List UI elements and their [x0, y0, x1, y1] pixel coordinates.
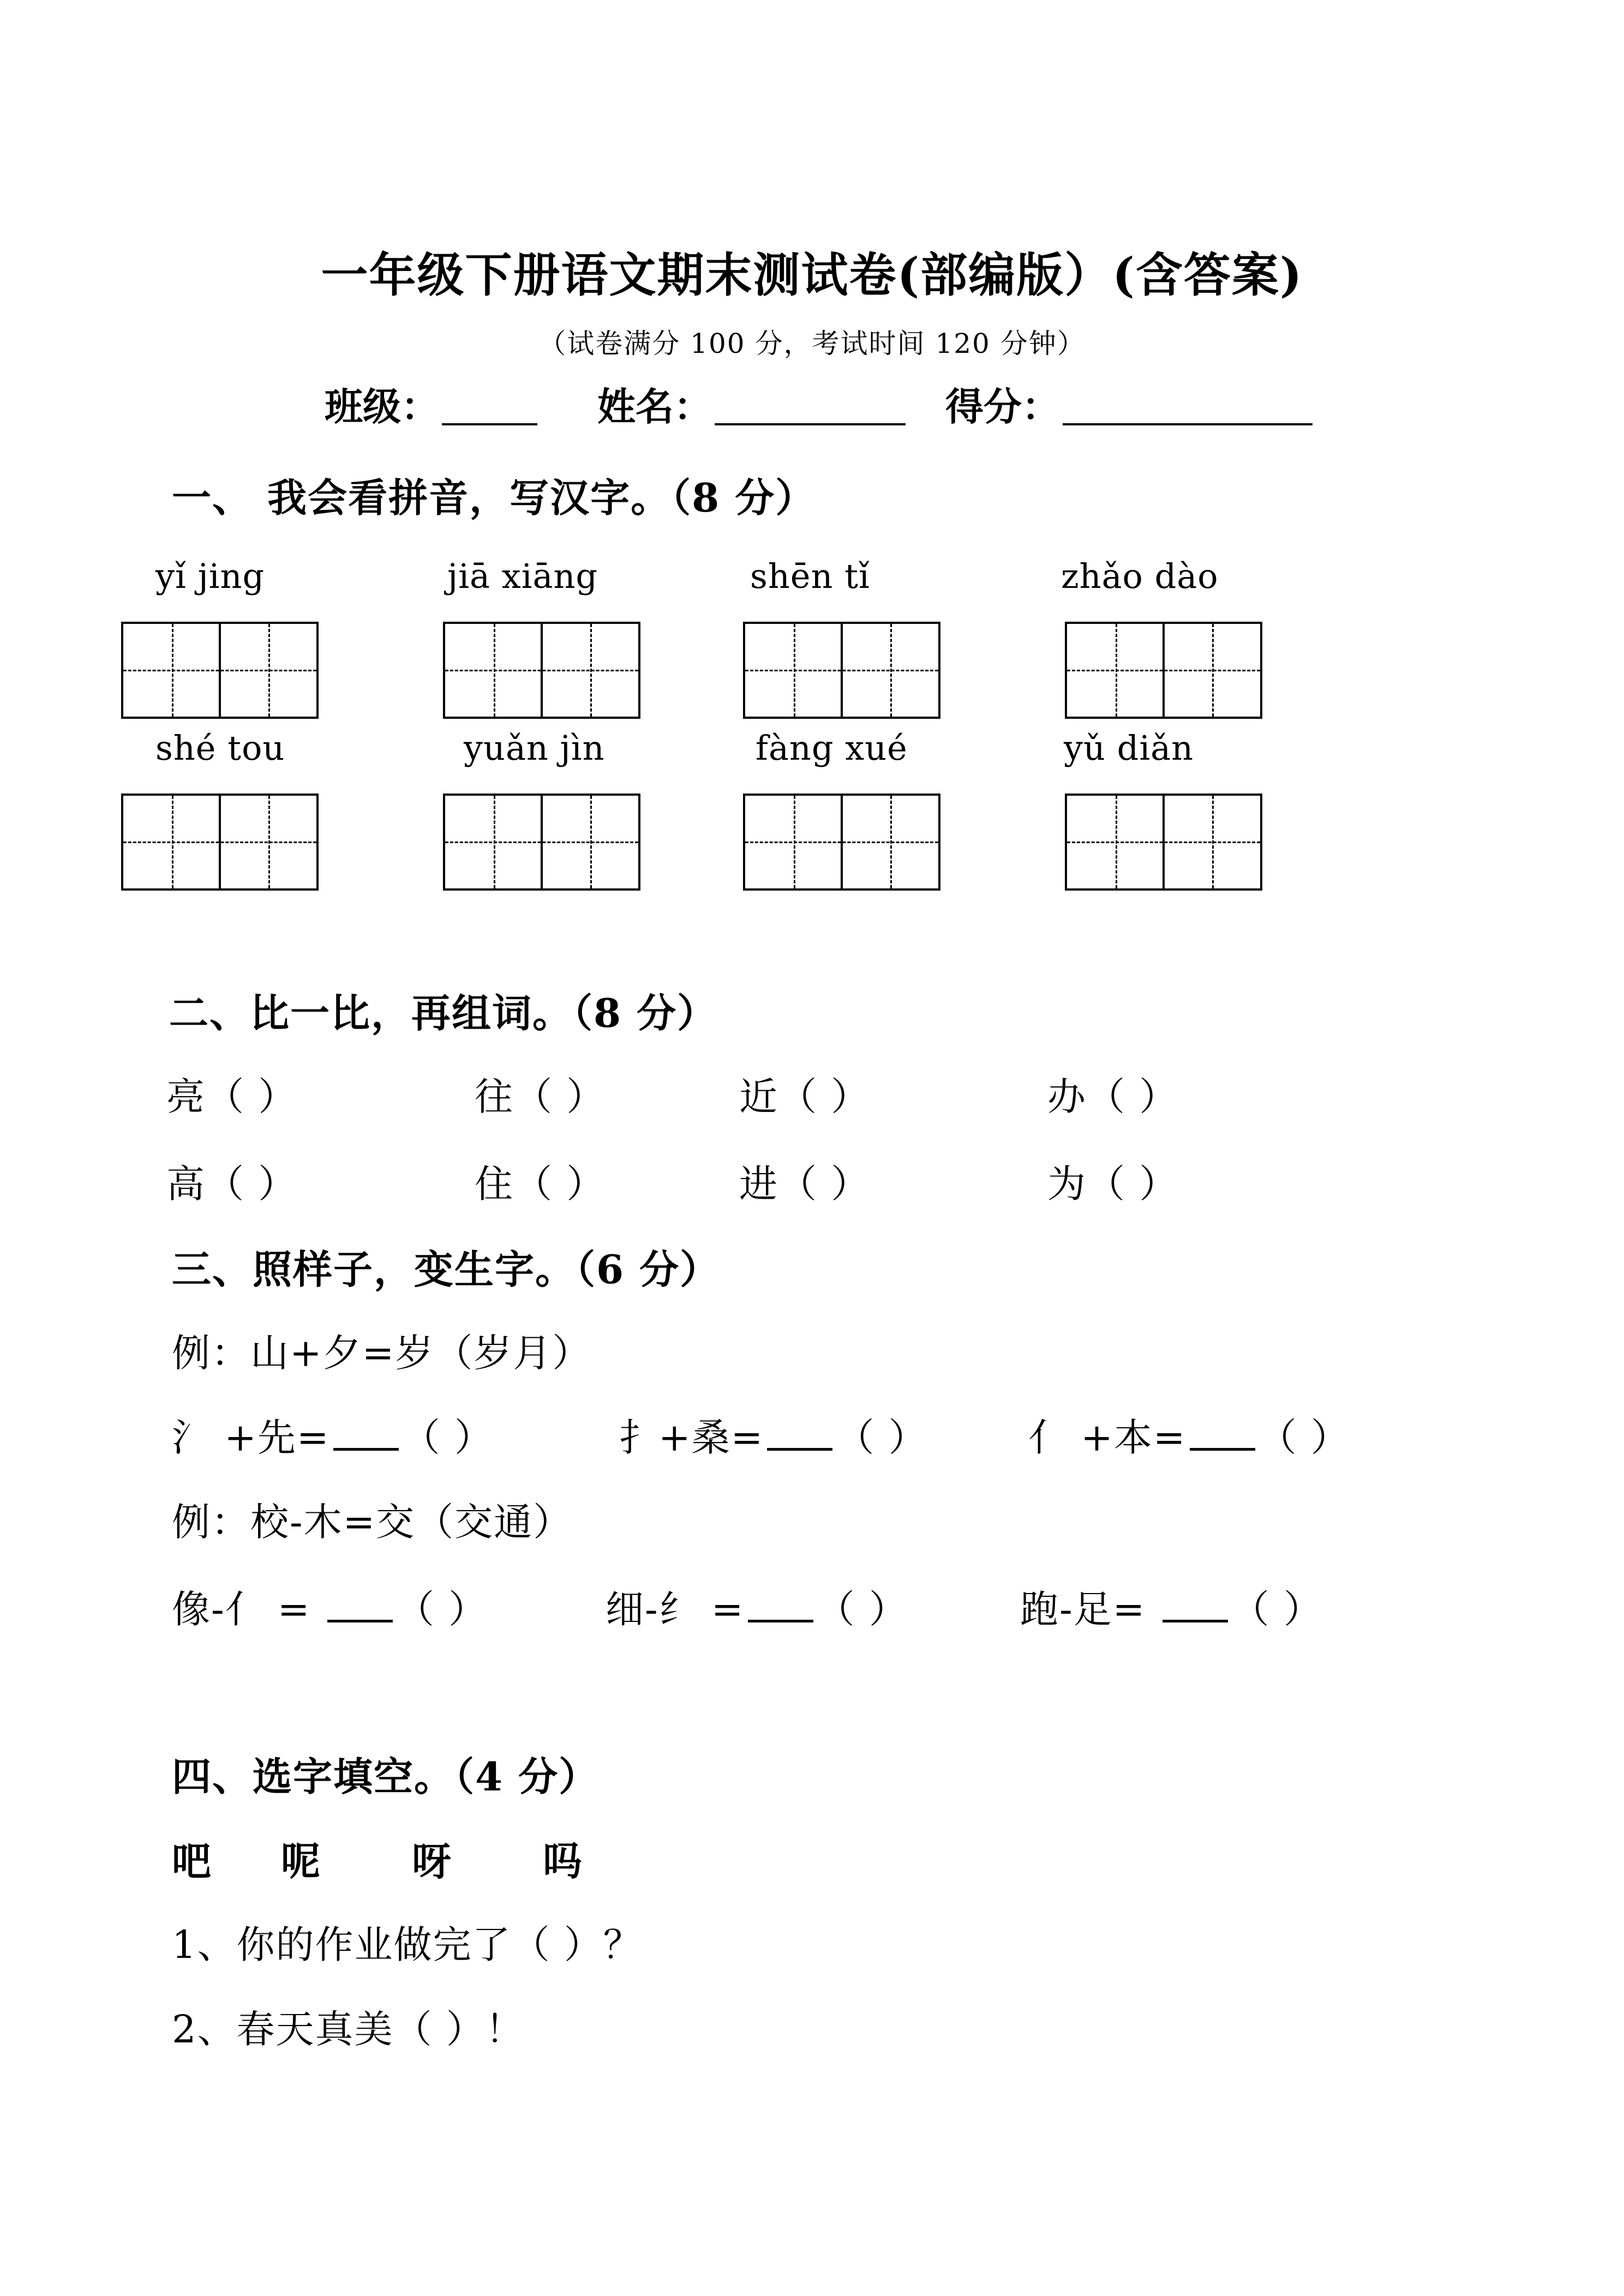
score-label: 得分：	[945, 384, 1060, 429]
word-choice: 吗	[543, 1838, 584, 1884]
writing-grid[interactable]	[443, 622, 640, 719]
compare-item[interactable]: 往（ ）	[475, 1074, 606, 1119]
name-label: 姓名：	[597, 384, 712, 429]
character-exercise[interactable]	[172, 1407, 494, 1462]
answer-blank[interactable]	[767, 1415, 832, 1451]
exercise-prefix: 细-纟 =	[606, 1587, 745, 1632]
pinyin-label: shé tou	[155, 728, 285, 768]
writing-grid[interactable]	[1065, 622, 1262, 719]
pinyin-label: jiā xiāng	[447, 556, 598, 596]
compare-item[interactable]: 办（ ）	[1047, 1074, 1179, 1119]
exercise-prefix: 像-亻 =	[172, 1587, 324, 1632]
answer-blank[interactable]	[1190, 1415, 1255, 1451]
pinyin-label: zhǎo dào	[1061, 556, 1219, 596]
answer-paren[interactable]: （ ）	[1258, 1415, 1350, 1460]
pinyin-label: yuǎn jìn	[464, 728, 605, 768]
character-exercise[interactable]	[606, 1579, 908, 1634]
character-exercise[interactable]	[1028, 1407, 1350, 1462]
compare-item[interactable]: 住（ ）	[475, 1162, 606, 1206]
answer-paren[interactable]: （ ）	[401, 1415, 494, 1460]
name-blank[interactable]	[715, 423, 906, 425]
pinyin-label: fàng xué	[756, 728, 908, 768]
writing-grid[interactable]	[443, 794, 640, 891]
character-exercise[interactable]	[619, 1407, 928, 1462]
compare-item[interactable]: 进（ ）	[739, 1162, 871, 1206]
compare-item[interactable]: 为（ ）	[1047, 1162, 1179, 1206]
writing-grid[interactable]	[743, 622, 940, 719]
example-line: 例：校-木=交（交通）	[172, 1500, 573, 1544]
pinyin-label: shēn tǐ	[750, 556, 870, 596]
section3-heading: 三、照样子，变生字。（6 分）	[172, 1246, 721, 1293]
answer-blank[interactable]	[748, 1587, 813, 1622]
score-blank[interactable]	[1063, 423, 1313, 425]
compare-item[interactable]: 亮（ ）	[166, 1074, 298, 1119]
word-choice: 呢	[281, 1838, 322, 1884]
fill-question[interactable]: 2、春天真美（ ）！	[172, 2007, 525, 2052]
page-title: 一年级下册语文期末测试卷(部编版）(含答案)	[321, 248, 1303, 303]
section1-heading: 一、 我会看拼音，写汉字。（8 分）	[172, 474, 816, 521]
section4-heading: 四、选字填空。（4 分）	[172, 1753, 600, 1800]
word-choice: 呀	[412, 1838, 453, 1884]
answer-paren[interactable]: （ ）	[816, 1587, 908, 1632]
fill-question[interactable]: 1、你的作业做完了（ ）？	[172, 1922, 643, 1967]
class-label: 班级：	[325, 384, 439, 429]
answer-paren[interactable]: （ ）	[395, 1587, 488, 1632]
word-choice: 吧	[172, 1838, 213, 1884]
class-blank[interactable]	[442, 423, 537, 425]
exercise-prefix: 跑-足=	[1020, 1587, 1159, 1632]
pinyin-label: yǔ diǎn	[1064, 728, 1194, 768]
writing-grid[interactable]	[121, 794, 319, 891]
character-exercise[interactable]	[1020, 1579, 1323, 1634]
compare-item[interactable]: 高（ ）	[166, 1162, 298, 1206]
exercise-prefix: 亻 +本=	[1028, 1415, 1186, 1460]
writing-grid[interactable]	[1065, 794, 1262, 891]
answer-paren[interactable]: （ ）	[1231, 1587, 1323, 1632]
writing-grid[interactable]	[121, 622, 319, 719]
compare-item[interactable]: 近（ ）	[739, 1074, 871, 1119]
pinyin-label: yǐ jing	[155, 556, 265, 596]
example-line: 例：山+夕=岁（岁月）	[172, 1331, 592, 1375]
answer-blank[interactable]	[327, 1587, 393, 1622]
answer-blank[interactable]	[1162, 1587, 1228, 1622]
exercise-prefix: 氵 +先=	[172, 1415, 330, 1460]
character-exercise[interactable]	[172, 1579, 488, 1634]
writing-grid[interactable]	[743, 794, 940, 891]
answer-blank[interactable]	[333, 1415, 399, 1451]
section2-heading: 二、比一比，再组词。（8 分）	[169, 990, 718, 1036]
exercise-prefix: 扌+桑=	[619, 1415, 764, 1460]
exam-subtitle: （试卷满分 100 分，考试时间 120 分钟）	[538, 328, 1086, 359]
answer-paren[interactable]: （ ）	[836, 1415, 928, 1460]
